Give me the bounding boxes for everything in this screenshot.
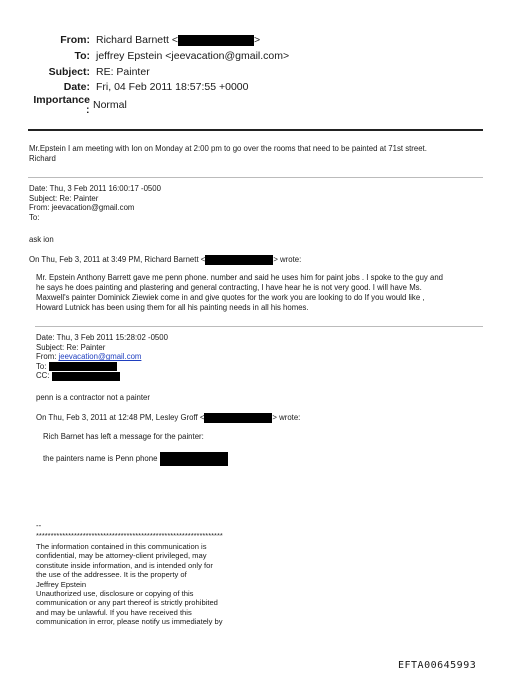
from-label: From: (60, 34, 90, 46)
date-label: Date: (63, 81, 90, 93)
redaction-box (178, 35, 254, 46)
signature-dashes: -- (36, 521, 42, 530)
message-3-body: penn is a contractor not a painter (36, 393, 150, 402)
message-3-cc (36, 371, 336, 381)
to-label: To: (36, 361, 47, 371)
message-1-line: Mr.Epstein I am meeting with Ion on Monday at 2:00 pm to go over the rooms that need to be painted at 71st street. (29, 144, 427, 153)
message-2-quote (36, 273, 491, 313)
quote-line: he says he does painting and plastering and general contracting, I have hear he is not very good. I will have Ms. (36, 283, 422, 292)
message-3-quote-line-1: Rich Barnet has left a message for the painter: (43, 432, 204, 441)
message-2-from: From: jeevacation@gmail.com (29, 203, 135, 213)
disclaimer-line: The information contained in this communication is (36, 542, 207, 551)
message-2-date: Date: Thu, 3 Feb 2011 16:00:17 -0500 (29, 184, 161, 193)
message-2-quote-intro (29, 255, 301, 265)
quote-intro-text: On Thu, Feb 3, 2011 at 12:48 PM, Lesley Groff < (36, 413, 205, 423)
redaction-box (49, 362, 117, 371)
disclaimer-line: communication in error, please notify us immediately by (36, 617, 223, 627)
disclaimer-line: the use of the addressee. It is the property of (36, 570, 187, 580)
message-3-date: Date: Thu, 3 Feb 2011 15:28:02 -0500 (36, 333, 168, 342)
date-value: Fri, 04 Feb 2011 18:57:55 +0000 (96, 81, 249, 93)
message-2-body: ask ion (29, 235, 54, 244)
disclaimer-line: Unauthorized use, disclosure or copying of this (36, 589, 194, 599)
quote-intro-end: > wrote: (273, 255, 302, 265)
importance-colon: : (86, 104, 90, 116)
subject-value: RE: Painter (96, 66, 150, 78)
quote-line: Maxwell's painter Dominick Ziewiek come in and give quotes for the work you are looking to do If you would like , (36, 293, 425, 302)
divider (28, 177, 483, 178)
quote-intro-end: > wrote: (272, 413, 301, 423)
quote-line-text: the painters name is Penn phone (43, 454, 158, 464)
cc-label: CC: (36, 371, 50, 381)
redaction-box (160, 452, 228, 466)
message-3-quote-intro (36, 413, 300, 423)
message-2-subject: Subject: Re: Painter (29, 193, 99, 203)
email-link[interactable]: jeevacation@gmail.com (58, 352, 142, 362)
to-value: jeffrey Epstein <jeevacation@gmail.com> (96, 50, 290, 62)
message-1-signoff: Richard (29, 154, 56, 163)
importance-label: Importance (33, 94, 90, 106)
disclaimer-line: and may be unlawful. If you have received this (36, 607, 192, 617)
quote-intro-text: On Thu, Feb 3, 2011 at 3:49 PM, Richard Barnett < (29, 255, 206, 265)
disclaimer-line: communication or any part thereof is strictly prohibited (36, 598, 218, 608)
from-label: From: (36, 352, 59, 362)
message-3-quote-line-2 (43, 452, 228, 466)
disclaimer-line: constitute inside information, and is intended only for (36, 560, 213, 570)
subject-label: Subject: (48, 66, 90, 78)
quote-line: Howard Lutnick has been using them for all his painting needs in all his homes. (36, 303, 309, 312)
importance-value: Normal (93, 99, 127, 111)
redaction-box (52, 372, 120, 381)
signature-stars: **************************************************************** (36, 531, 223, 540)
message-2-headers (29, 184, 329, 222)
disclaimer (36, 542, 266, 627)
message-1-body (29, 144, 489, 164)
message-3-from (36, 352, 336, 362)
message-3-to (36, 362, 336, 372)
from-value (96, 34, 260, 46)
message-2-to: To: (29, 212, 40, 222)
disclaimer-line: Jeffrey Epstein (36, 579, 87, 589)
to-label: To: (74, 50, 90, 62)
from-close: > (254, 34, 261, 46)
from-name: Richard Barnett < (96, 34, 179, 46)
message-3-subject: Subject: Re: Painter (36, 342, 106, 352)
quote-line: Mr. Epstein Anthony Barrett gave me penn phone. number and said he uses him for paint jobs . I spoke to the guy and (36, 273, 443, 282)
redaction-box (204, 413, 272, 423)
divider (35, 326, 483, 327)
disclaimer-line: confidential, may be attorney-client privileged, may (36, 551, 207, 561)
redaction-box (205, 255, 273, 265)
header-divider (28, 129, 483, 131)
message-3-headers (36, 333, 336, 381)
document-id: EFTA00645993 (398, 660, 477, 671)
